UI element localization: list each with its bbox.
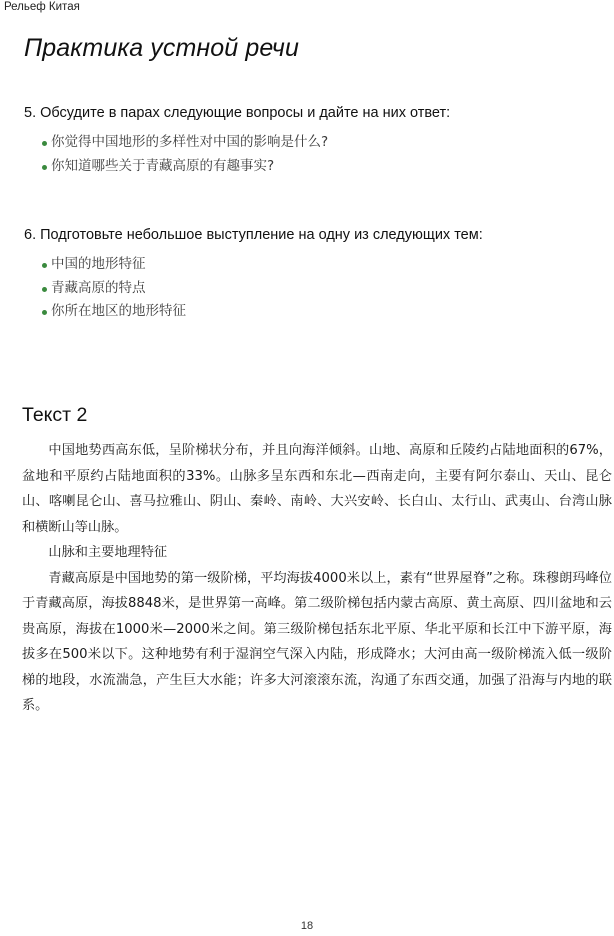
text-paragraph: 中国地势西高东低，呈阶梯状分布，并且向海洋倾斜。山地、高原和丘陵约占陆地面积的67%，盆地和平原约占陆地面积的33%。山脉多呈东西和东北—西南走向，主要有阿尔泰山、天山、昆仑山、喀喇昆仑山、喜马拉雅山、阴山、秦岭、南岭、大兴安岭、长白山、太行山、武夷山、台湾山脉和横断山等山脉。 <box>22 443 612 535</box>
text-2-body <box>22 438 612 719</box>
list-item-text: 青藏高原的特点 <box>51 279 146 296</box>
running-header: Рельеф Китая <box>4 1 80 13</box>
bullet-icon <box>42 310 47 315</box>
list-item <box>42 300 604 324</box>
text-subheading: 山脉和主要地理特征 <box>48 545 168 560</box>
task-6-topic-list <box>24 253 604 324</box>
list-item <box>42 277 604 301</box>
page-number: 18 <box>300 920 314 932</box>
bullet-icon <box>42 263 47 268</box>
text-2-title: Текст 2 <box>22 404 88 426</box>
list-item-text: 你所在地区的地形特征 <box>51 303 186 319</box>
page-title: Практика устной речи <box>24 34 299 62</box>
list-item-text: 你觉得中国地形的多样性对中国的影响是什么? <box>51 134 329 150</box>
task-5-heading: 5. Обсудите в парах следующие вопросы и дайте на них ответ: <box>24 105 451 121</box>
list-item <box>42 155 604 179</box>
text-paragraph: 青藏高原是中国地势的第一级阶梯，平均海拔4000米以上，素有“世界屋脊”之称。珠穆朗玛峰位于青藏高原，海拔8848米，是世界第一高峰。第二级阶梯包括内蒙古高原、黄土高原、四川盆地和云贵高原，海拔在1000米—2000米之间。第三级阶梯包括东北平原、华北平原和长江中下游平原，海拔多在500米以下。这种地势有利于湿润空气深入内陆，形成降水；大河由高一级阶梯流入低一级阶梯的地段，水流湍急，产生巨大水能；许多大河滚滚东流，沟通了东西交通，加强了沿海与内地的联系。 <box>22 570 612 713</box>
list-item-text: 中国的地形特征 <box>51 256 146 272</box>
list-item <box>42 253 604 277</box>
list-item-text: 你知道哪些关于青藏高原的有趣事实? <box>51 157 275 174</box>
bullet-icon <box>42 141 47 146</box>
task-6-heading: 6. Подготовьте небольшое выступление на одну из следующих тем: <box>24 227 483 243</box>
task-5-question-list <box>24 131 604 178</box>
task-5 <box>24 105 604 178</box>
bullet-icon <box>42 165 47 170</box>
list-item <box>42 131 604 155</box>
bullet-icon <box>42 287 47 292</box>
task-6 <box>24 227 604 324</box>
